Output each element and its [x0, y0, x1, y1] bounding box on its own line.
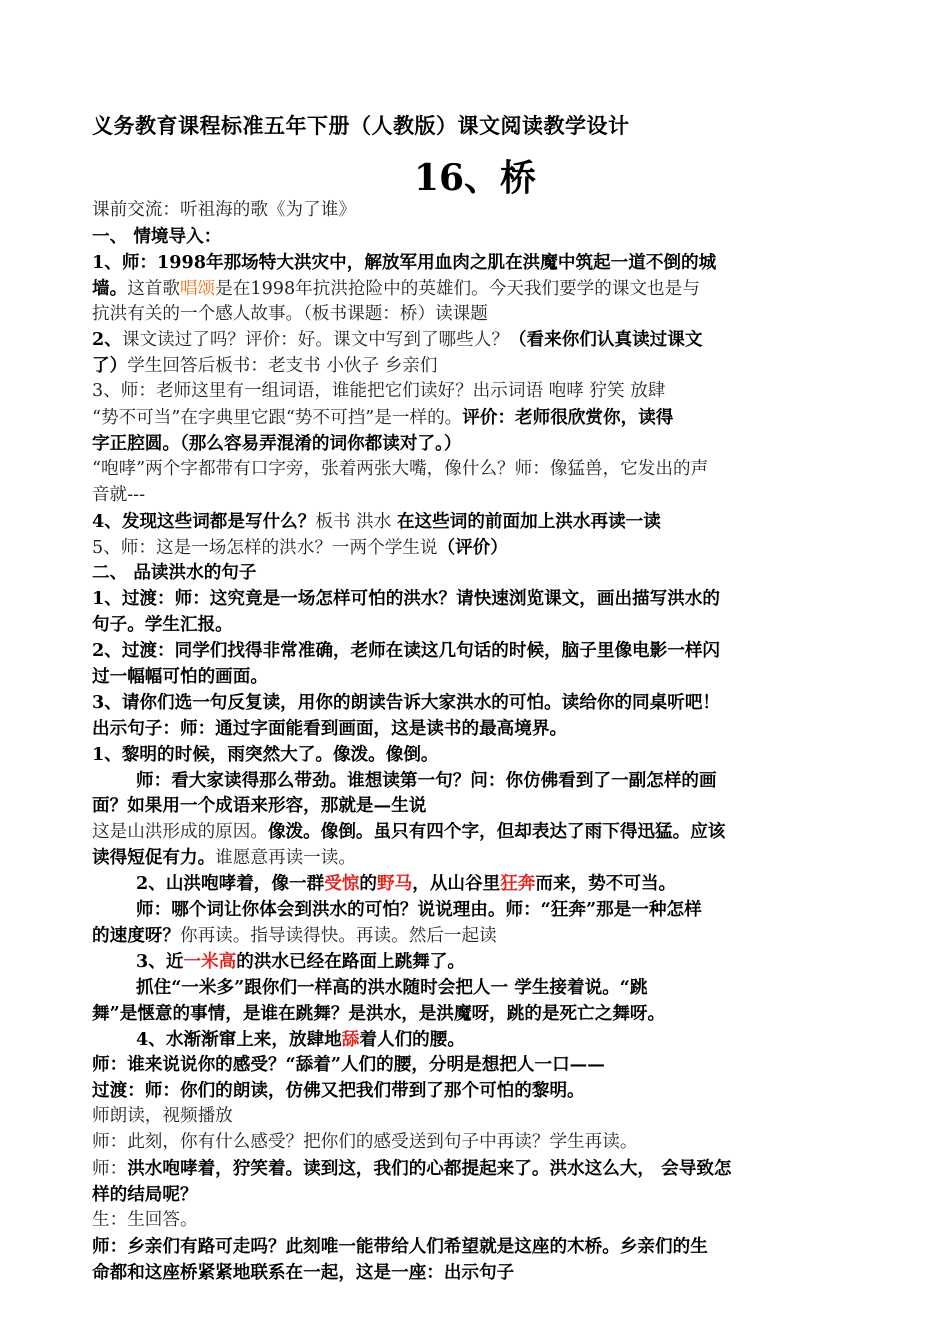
text-segment: 二、 品读洪水的句子	[92, 562, 257, 584]
text-segment: 师：哪个词让你体会到洪水的可怕？说说理由。	[136, 899, 506, 921]
text-line	[92, 353, 864, 379]
text-segment: 3、请你们选一句反复读，用你的朗读告诉大家洪水的可怕。读给你的同桌听吧！	[92, 691, 721, 713]
text-line	[92, 897, 864, 923]
text-line	[92, 302, 864, 328]
text-segment: 5、师：这是一场怎样的洪水？一两个学生说	[92, 537, 438, 558]
text-line	[92, 509, 864, 535]
text-segment: 师：谁来说说你的感受？“舔着”人们的腰，分明是想把人一口——	[92, 1054, 605, 1076]
text-line	[92, 198, 864, 224]
text-line	[92, 1156, 864, 1182]
text-segment: 师：“狂奔”那是一种怎样	[505, 899, 702, 921]
text-segment: 师：看大家读得那么带劲。谁想读第一句？问：你仿佛看到了一副怎样的画	[136, 769, 717, 791]
text-segment: 舔	[341, 1028, 360, 1050]
text-segment: 舞”是惬意的事情，是谁在跳舞？是洪水，是洪魔呀，跳的是死亡之舞呀。	[92, 1002, 666, 1024]
text-segment: 的洪水已经在路面上跳舞了。	[236, 950, 465, 972]
text-line	[92, 1001, 864, 1027]
text-segment: 样的结局呢？	[92, 1183, 198, 1205]
text-segment: “势不可当”在字典里它跟“势不可挡”是一样的。	[92, 408, 463, 429]
lesson-title: 16、桥	[413, 157, 537, 199]
text-line	[92, 1130, 864, 1156]
text-segment: 3、近	[136, 950, 184, 972]
text-segment: 墙。	[92, 277, 128, 299]
text-segment: （评价）	[437, 536, 508, 558]
text-line	[92, 923, 864, 949]
text-line	[92, 975, 864, 1001]
text-line	[92, 431, 864, 457]
text-line	[92, 664, 864, 690]
text-segment: 读得短促有力。	[92, 847, 216, 869]
text-segment: 洪水咆哮着，狞笑着。读到这，我们的心都提起来了。洪水这么大， 会导致怎	[127, 1157, 732, 1179]
text-segment: 一、 情境导入：	[92, 225, 222, 247]
text-segment: 的	[359, 873, 377, 895]
text-line	[92, 224, 864, 250]
text-segment: 狂奔	[500, 873, 536, 895]
text-line	[92, 535, 864, 561]
text-segment: 师：此刻，你有什么感受？把你们的感受送到句子中再读？学生再读。	[92, 1132, 638, 1153]
text-line	[92, 793, 864, 819]
text-segment: 面？如果用一个成语来形容，那就是—生说	[92, 795, 427, 817]
text-line	[92, 1260, 864, 1286]
text-segment: 抓住“一米多”跟你们一样高的洪水随时会把人一 学生接着说。“跳	[136, 976, 648, 998]
text-segment: 唱颂	[180, 278, 216, 299]
text-line	[92, 327, 864, 353]
text-segment: 受惊	[324, 873, 360, 895]
text-line	[92, 1208, 864, 1234]
text-segment: （看来你们认真读过课文	[508, 329, 703, 351]
text-segment: 抗洪有关的一个感人故事。（板书课题：桥）读课题	[92, 303, 488, 324]
text-segment: 这是山洪形成的原因。	[92, 822, 268, 843]
text-segment: 课前交流：听祖海的歌《为了谁》	[92, 200, 356, 220]
text-line	[92, 250, 864, 276]
text-segment: 在这些词的前面加上洪水再读一读	[396, 510, 661, 532]
text-line	[92, 586, 864, 612]
text-segment: 学生回答后板书：老支书 小伙子 乡亲们	[127, 356, 438, 377]
text-segment: 1、师：1998年那场特大洪灾中，解放军用血肉之肌在洪魔中筑起一道不倒的城	[92, 251, 717, 273]
text-line	[92, 1104, 864, 1130]
text-line	[92, 742, 864, 768]
text-line	[92, 276, 864, 302]
text-line	[92, 1078, 864, 1104]
text-line	[92, 871, 864, 897]
text-segment: 着人们的腰。	[359, 1028, 465, 1050]
document-header: 义务教育课程标准五年下册（人教版）课文阅读教学设计	[92, 113, 630, 138]
text-line	[92, 560, 864, 586]
text-segment: 句子。学生汇报。	[92, 614, 233, 636]
text-line	[92, 638, 864, 664]
text-segment: 评价：老师很欣赏你，读得	[462, 407, 674, 429]
text-segment: 师：	[92, 1158, 128, 1179]
text-line	[92, 1234, 864, 1260]
text-segment: 谁愿意再读一读。	[215, 848, 356, 869]
text-line	[92, 819, 864, 845]
text-segment: 生：生回答。	[92, 1209, 198, 1230]
text-line	[92, 845, 864, 871]
text-line	[92, 768, 864, 794]
text-segment: 出示句子：师：通过字面能看到画面，这是读书的最高境界。	[92, 717, 568, 739]
text-line	[92, 690, 864, 716]
text-segment: 了）	[92, 355, 128, 377]
text-segment: 1、黎明的时候，雨突然大了。像泼。像倒。	[92, 743, 439, 765]
text-segment: 2、山洪咆哮着，像一群	[136, 873, 325, 895]
text-line	[92, 379, 864, 405]
text-segment: ，从山谷里	[412, 873, 501, 895]
text-segment: 野马	[377, 873, 413, 895]
text-line	[92, 716, 864, 742]
text-segment: 3、师：老师这里有一组词语，谁能把它们读好？出示词语 咆哮 狞笑 放肆	[92, 381, 666, 402]
text-segment: 而来，势不可当。	[535, 873, 677, 895]
text-segment: 2、过渡：同学们找得非常准确，老师在读这几句话的时候，脑子里像电影一样闪	[92, 640, 721, 662]
text-segment: 师朗读，视频播放	[92, 1106, 233, 1127]
text-segment: 课文读过了吗？评价：好。课文中写到了哪些人？	[121, 330, 509, 351]
text-segment: 过渡：师：你们的朗读，仿佛又把我们带到了那个可怕的黎明。	[92, 1080, 585, 1102]
text-segment: 1、过渡：师：这究竟是一场怎样可怕的洪水？请快速浏览课文，画出描写洪水的	[92, 588, 721, 610]
text-line	[92, 405, 864, 431]
text-line	[92, 457, 864, 483]
text-segment: 你再读。指导读得快。再读。然后一起读	[179, 925, 497, 946]
lesson-body	[92, 198, 864, 1285]
text-segment: 板书 洪水	[315, 511, 397, 532]
text-segment: 这首歌	[127, 278, 180, 299]
text-segment: 4、发现这些词都是写什么？	[92, 510, 316, 532]
text-segment: 是在1998年抗洪抢险中的英雄们。今天我们要学的课文也是与	[215, 278, 700, 299]
text-line	[92, 483, 864, 509]
text-line	[92, 1052, 864, 1078]
text-line	[92, 1182, 864, 1208]
text-line	[92, 612, 864, 638]
text-segment: 师：乡亲们有路可走吗？此刻唯一能带给人们希望就是这座的木桥。乡亲们的生	[92, 1235, 708, 1257]
text-segment: 的速度呀？	[92, 924, 180, 946]
text-segment: “咆哮”两个字都带有口字旁，张着两张大嘴，像什么？师：像猛兽，它发出的声	[92, 458, 709, 479]
text-line	[92, 1027, 864, 1053]
text-segment: 字正腔圆。（那么容易弄混淆的词你都读对了。）	[92, 433, 462, 455]
text-segment: 过一幅幅可怕的画面。	[92, 666, 268, 688]
text-segment: 音就---	[92, 484, 146, 505]
text-segment: 命都和这座桥紧紧地联系在一起，这是一座：出示句子	[92, 1261, 515, 1283]
text-line	[92, 949, 864, 975]
text-segment: 2、	[92, 329, 122, 351]
text-segment: 一米高	[183, 950, 237, 972]
text-segment: 4、水渐渐窜上来，放肆地	[136, 1028, 342, 1050]
text-segment: 像泼。像倒。虽只有四个字，但却表达了雨下得迅猛。应该	[267, 821, 726, 843]
